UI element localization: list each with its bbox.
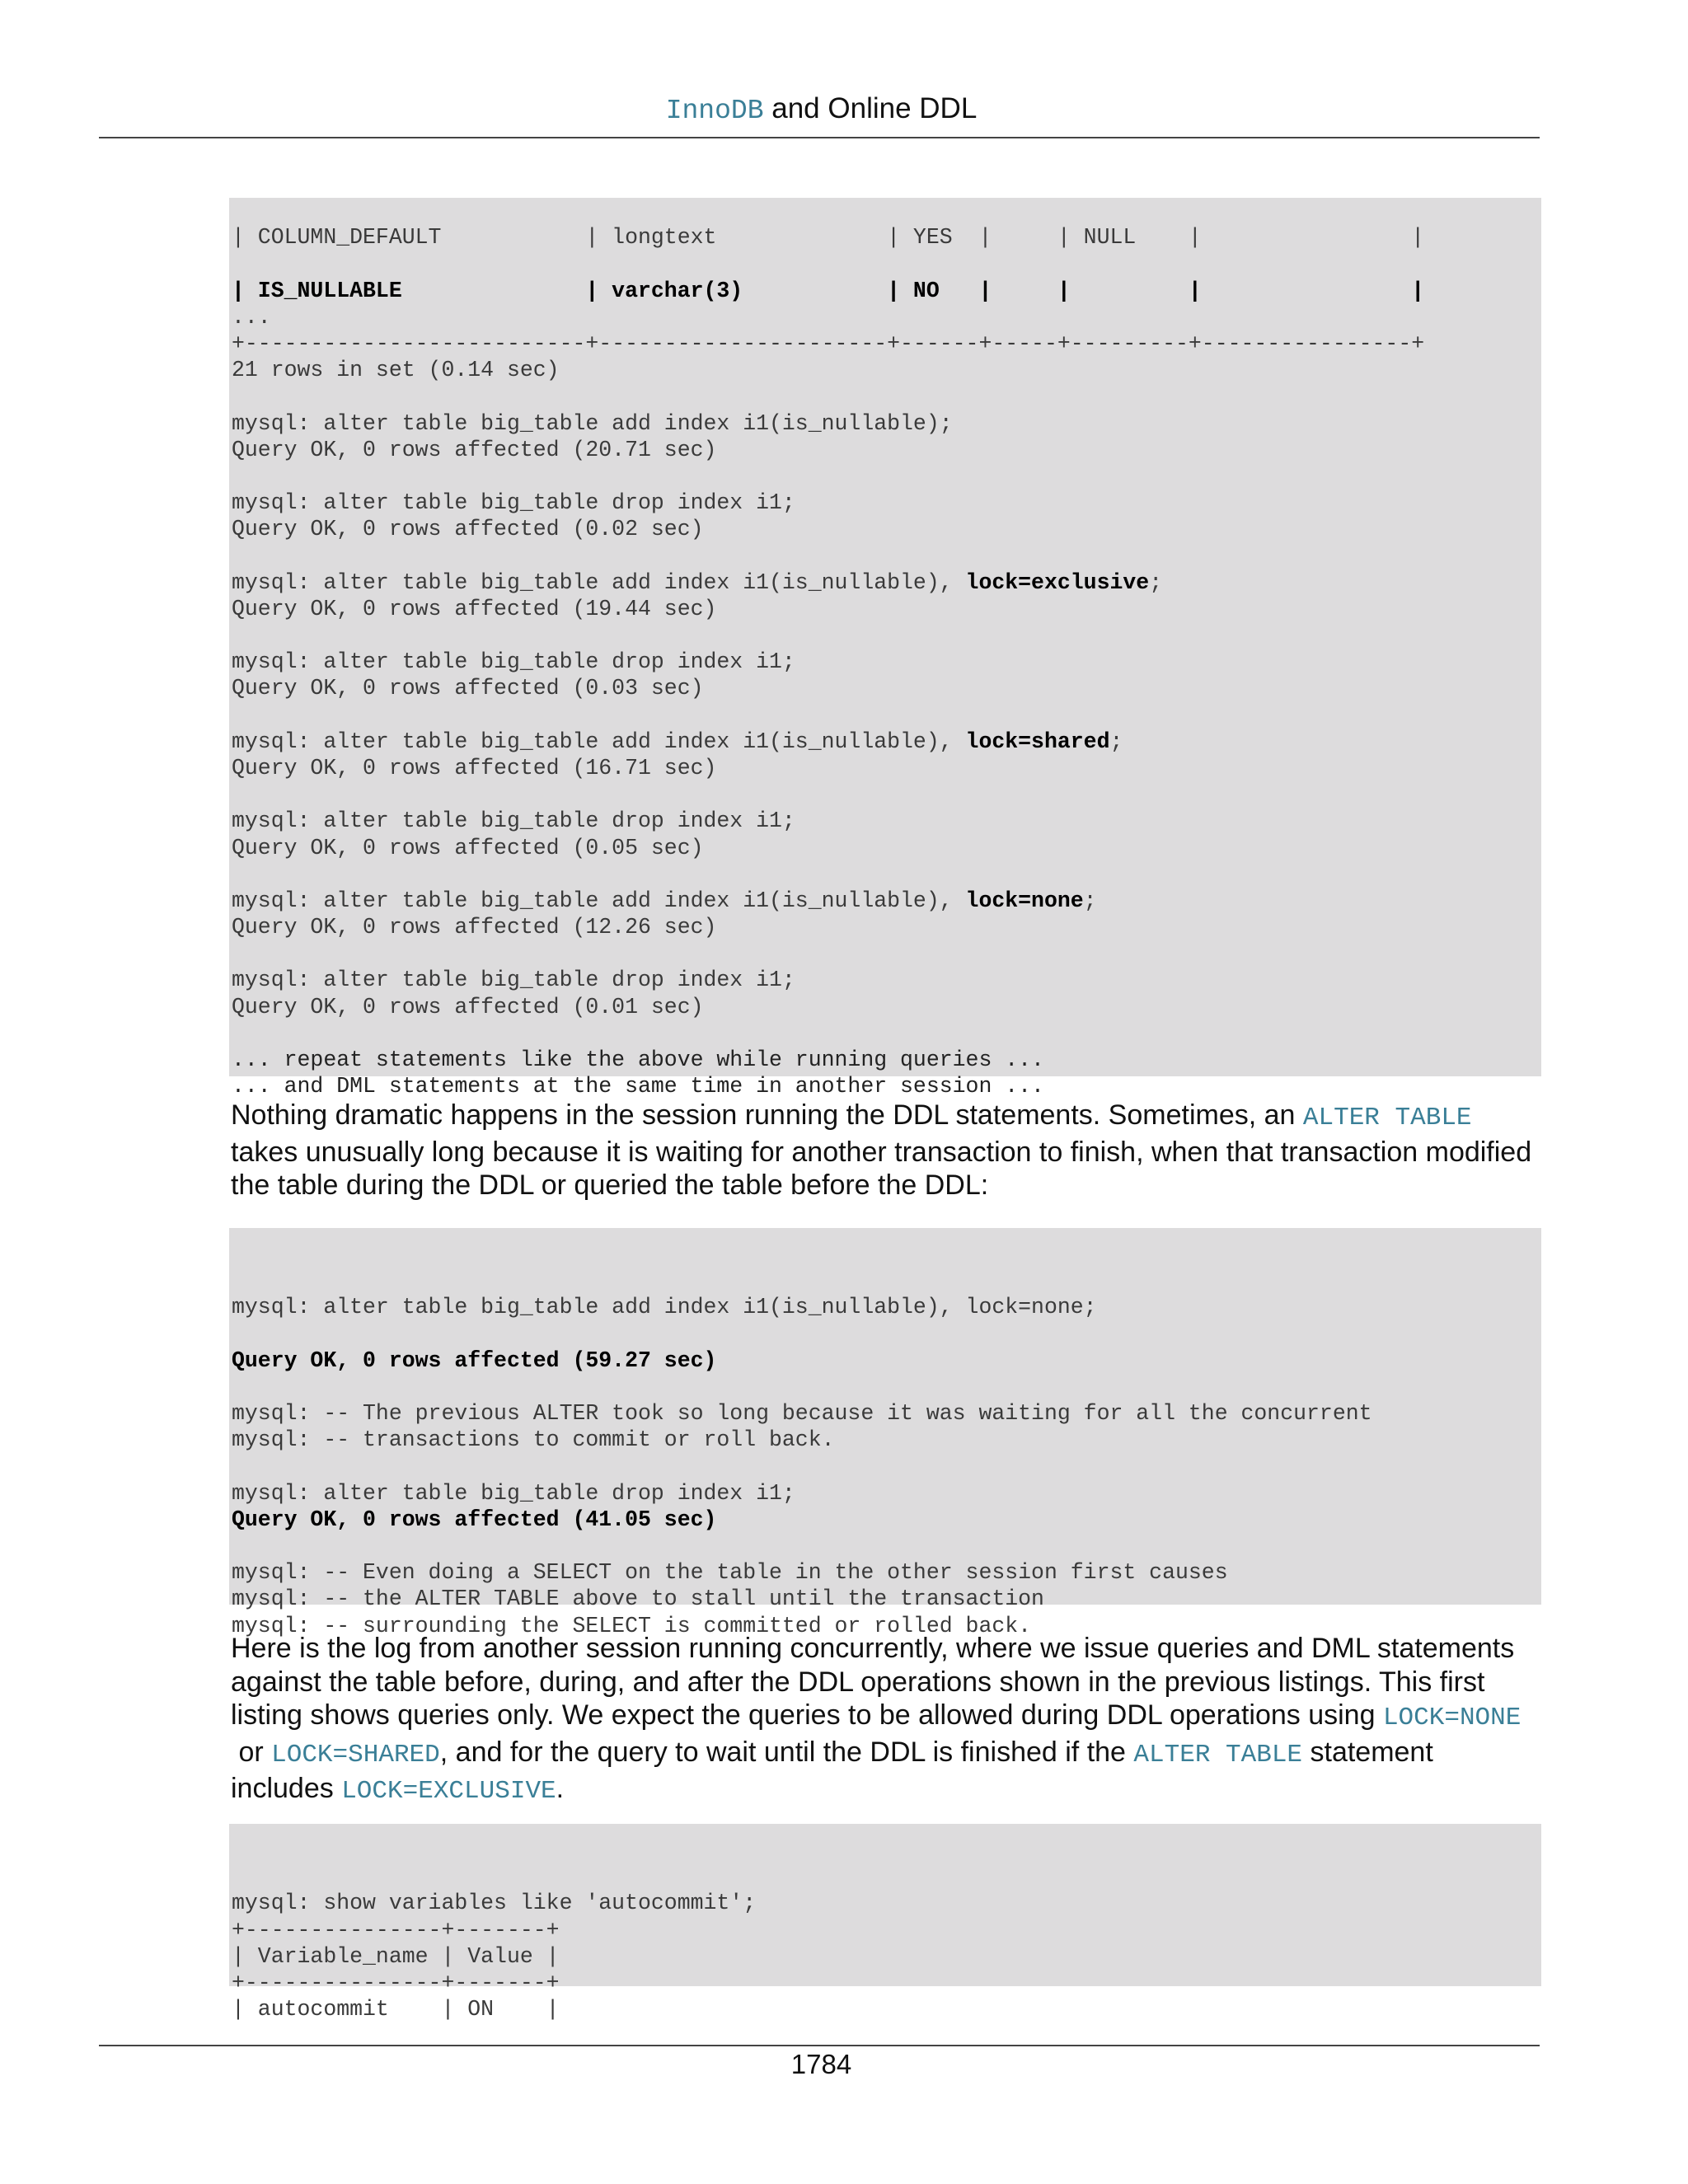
- header-title: and Online DDL: [763, 92, 978, 124]
- code-line: mysql: -- transactions to commit or roll back.: [232, 1427, 835, 1453]
- code-link-lock-shared[interactable]: LOCK=SHARED: [271, 1740, 440, 1769]
- code-block-stall: [229, 1228, 1541, 1638]
- code-segment: ;: [1149, 569, 1163, 595]
- paragraph-text: takes unusually long because it is waiting for another transaction to finish, when that transaction modified the table during the DDL or queried the table before the DDL:: [231, 1136, 1532, 1201]
- code-link-alter-table[interactable]: ALTER TABLE: [1302, 1104, 1472, 1132]
- code-segment: ;: [1083, 888, 1097, 913]
- paragraph-text: .: [556, 1773, 565, 1804]
- code-line: mysql: alter table big_table drop index i1;: [232, 649, 795, 675]
- code-line: mysql: -- Even doing a SELECT on the table in the other session first causes: [232, 1560, 1228, 1586]
- code-line: ... repeat statements like the above while running queries ...: [232, 1047, 1044, 1073]
- code-segment: mysql: alter table big_table add index i1(is_nullable),: [232, 569, 966, 595]
- code-link-alter-table[interactable]: ALTER TABLE: [1133, 1740, 1303, 1769]
- code-line-bold: Query OK, 0 rows affected (59.27 sec): [232, 1347, 717, 1373]
- code-block-alter-timings: [229, 198, 1541, 1099]
- code-line: ... and DML statements at the same time in another session ...: [232, 1074, 1044, 1099]
- page-number: 1784: [790, 2049, 852, 2079]
- code-link-lock-none[interactable]: LOCK=NONE: [1382, 1704, 1522, 1732]
- paragraph-text: , and for the query to wait until the DDL is finished if the: [439, 1736, 1134, 1768]
- paragraph-text: Here is the log from another session running concurrently, where we issue queries and DML statements against the table before, during, and after the DDL operations shown in the previous listings. This first listing shows queries only. We expect the queries to be allowed during DDL operations using: [231, 1633, 1515, 1731]
- code-line: mysql: show variables like 'autocommit';: [232, 1891, 757, 1916]
- code-line: | autocommit | ON |: [232, 1997, 560, 2022]
- code-line: mysql: alter table big_table drop index i1;: [232, 1480, 795, 1506]
- code-line: Query OK, 0 rows affected (19.44 sec): [232, 596, 717, 621]
- code-line: mysql: alter table big_table drop index i1;: [232, 808, 795, 834]
- code-segment-bold: lock=none: [965, 888, 1084, 913]
- code-line: Query OK, 0 rows affected (20.71 sec): [232, 437, 717, 462]
- code-line: mysql: alter table big_table drop index i1;: [232, 968, 795, 993]
- code-segment-bold: lock=shared: [965, 729, 1110, 754]
- code-line: mysql: -- the ALTER TABLE above to stall until the transaction: [232, 1586, 1044, 1612]
- code-line: mysql: -- surrounding the SELECT is committed or rolled back.: [232, 1613, 1032, 1638]
- page-header: [0, 92, 1643, 126]
- code-line: mysql: alter table big_table add index i1(is_nullable), lock=none;: [232, 1295, 1097, 1320]
- header-code-term[interactable]: InnoDB: [665, 96, 764, 126]
- code-line: +---------------+-------+: [232, 1917, 560, 1943]
- code-line: [232, 569, 1541, 596]
- footer-rule: [99, 2045, 1540, 2046]
- code-line: +---------------+-------+: [232, 1970, 560, 1995]
- code-line: mysql: alter table big_table add index i1(is_nullable);: [232, 410, 953, 436]
- code-line: Query OK, 0 rows affected (0.03 sec): [232, 676, 704, 701]
- paragraph-text: Nothing dramatic happens in the session running the DDL statements. Sometimes, an: [231, 1099, 1303, 1131]
- code-segment-bold: lock=exclusive: [965, 569, 1150, 595]
- code-line-bold: Query OK, 0 rows affected (41.05 sec): [232, 1507, 717, 1532]
- code-line: Query OK, 0 rows affected (0.01 sec): [232, 994, 704, 1019]
- code-segment: mysql: alter table big_table add index i1(is_nullable),: [232, 888, 966, 913]
- code-segment: mysql: alter table big_table add index i1(is_nullable),: [232, 729, 966, 754]
- code-line: Query OK, 0 rows affected (0.02 sec): [232, 517, 704, 542]
- code-line: | COLUMN_DEFAULT | longtext | YES | | NULL | |: [232, 225, 1425, 251]
- paragraph-text: or: [231, 1736, 272, 1768]
- code-line: | Variable_name | Value |: [232, 1943, 560, 1969]
- code-line: mysql: -- The previous ALTER took so long because it was waiting for all the concurrent: [232, 1401, 1372, 1427]
- code-line: [232, 888, 1541, 914]
- code-segment: ;: [1109, 729, 1123, 754]
- code-line: Query OK, 0 rows affected (12.26 sec): [232, 915, 717, 940]
- header-rule: [99, 137, 1540, 138]
- code-block-autocommit: [229, 1824, 1541, 2022]
- code-line-bold: | IS_NULLABLE | varchar(3) | NO | | | |: [232, 278, 1425, 303]
- code-line: [232, 729, 1541, 755]
- paragraph-ddl-wait: [231, 1099, 1541, 1202]
- code-line: ...: [232, 304, 271, 330]
- code-line: Query OK, 0 rows affected (16.71 sec): [232, 755, 717, 780]
- code-line: mysql: alter table big_table drop index i1;: [232, 490, 795, 516]
- code-link-lock-exclusive[interactable]: LOCK=EXCLUSIVE: [341, 1777, 556, 1806]
- code-line: Query OK, 0 rows affected (0.05 sec): [232, 835, 704, 860]
- paragraph-concurrent-session: [231, 1632, 1541, 1809]
- paragraph-text: statement includes: [231, 1736, 1433, 1804]
- code-line: +--------------------------+----------------------+------+-----+---------+----------------+: [232, 330, 1425, 356]
- code-line: 21 rows in set (0.14 sec): [232, 358, 560, 383]
